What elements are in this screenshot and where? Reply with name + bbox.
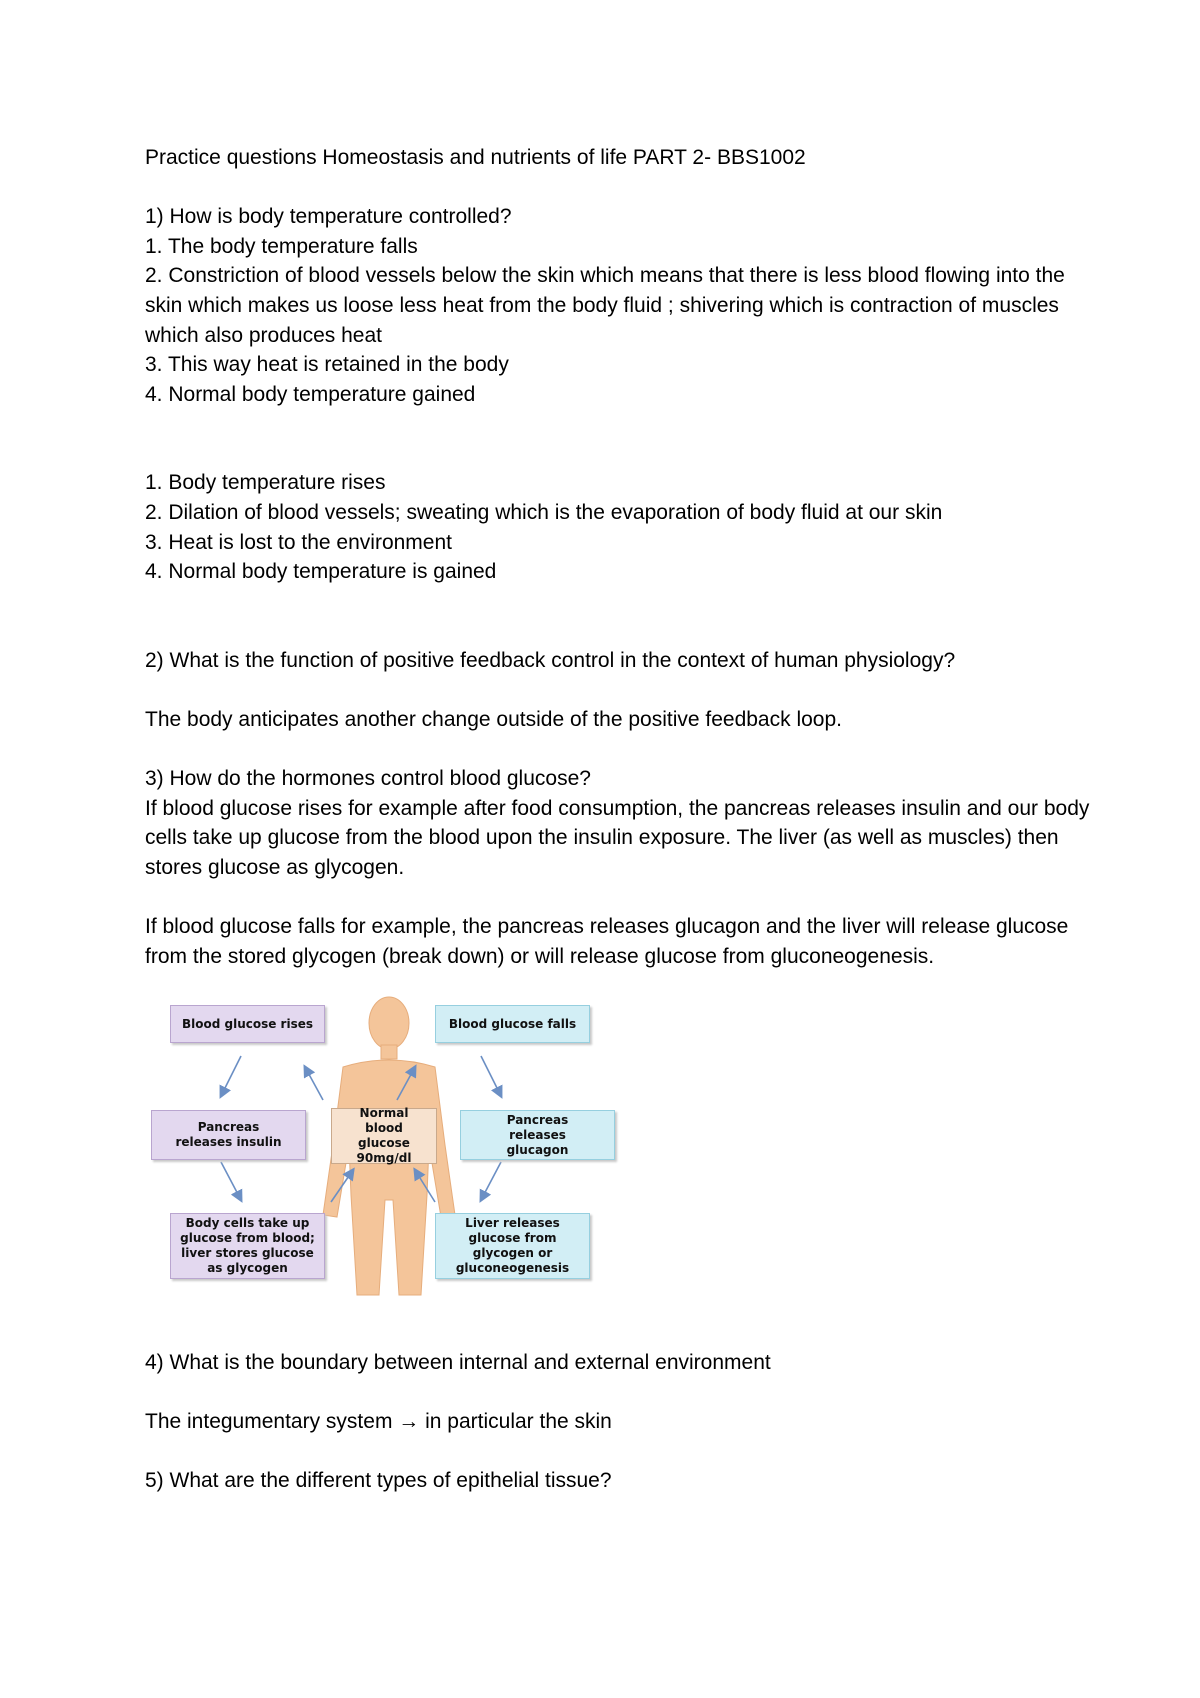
question-5: 5) What are the different types of epithelial tissue? — [145, 1469, 612, 1493]
arrow-glucagon-to-liver — [481, 1162, 501, 1200]
upper-text — [145, 143, 1105, 971]
falls-step-2: 2. Constriction of blood vessels below the skin which means that there is less blood flowing into the skin which makes us loose less heat from the body fluid ; shivering which is contraction of muscles which also produces heat — [145, 264, 1071, 347]
box-body-cells: Body cells take up glucose from blood; liver stores glucose as glycogen — [170, 1213, 325, 1279]
rises-step-1: 1. Body temperature rises — [145, 471, 386, 495]
question-1: 1) How is body temperature controlled? — [145, 205, 512, 229]
arrow-insulin-to-cells — [221, 1162, 241, 1200]
arrow-normal-to-rises — [305, 1067, 323, 1100]
box-liver-releases: Liver releases glucose from glycogen or gluconeogenesis — [435, 1213, 590, 1279]
arrow-rises-to-insulin — [221, 1056, 241, 1096]
document-title: Practice questions Homeostasis and nutrients of life PART 2- BBS1002 — [145, 146, 806, 169]
falls-step-4: 4. Normal body temperature gained — [145, 382, 476, 406]
box-pancreas-insulin: Pancreas releases insulin — [151, 1110, 306, 1160]
rises-step-3: 3. Heat is lost to the environment — [145, 530, 452, 554]
blood-glucose-diagram — [145, 995, 635, 1305]
answer-4: The integumentary system → in particular the skin — [145, 1410, 612, 1434]
rises-step-2: 2. Dilation of blood vessels; sweating which is the evaporation of body fluid at our skin — [145, 500, 943, 524]
answer-3-falls: If blood glucose falls for example, the pancreas releases glucagon and the liver will release glucose from the stored glycogen (break down) or will release glucose from gluconeogenesis. — [145, 915, 1075, 968]
box-glucose-falls: Blood glucose falls — [435, 1005, 590, 1043]
arrow-falls-to-glucagon — [481, 1056, 501, 1096]
answer-2: The body anticipates another change outside of the positive feedback loop. — [145, 707, 842, 731]
box-glucose-rises: Blood glucose rises — [170, 1005, 325, 1043]
rises-step-4: 4. Normal body temperature is gained — [145, 560, 497, 584]
box-normal-glucose: Normal blood glucose 90mg/dl — [331, 1108, 437, 1164]
falls-step-1: 1. The body temperature falls — [145, 234, 418, 258]
question-2: 2) What is the function of positive feedback control in the context of human physiology? — [145, 648, 956, 672]
question-4: 4) What is the boundary between internal and external environment — [145, 1351, 771, 1374]
answer-3-rises: If blood glucose rises for example after food consumption, the pancreas releases insulin and our body cells take up glucose from the blood upon the insulin exposure. The liver (as well as muscles) then stores glucose as glycogen. — [145, 796, 1096, 879]
lower-text — [145, 1348, 1105, 1496]
falls-step-3: 3. This way heat is retained in the body — [145, 353, 509, 377]
question-3: 3) How do the hormones control blood glucose? — [145, 767, 591, 791]
box-pancreas-glucagon: Pancreas releases glucagon — [460, 1110, 615, 1160]
